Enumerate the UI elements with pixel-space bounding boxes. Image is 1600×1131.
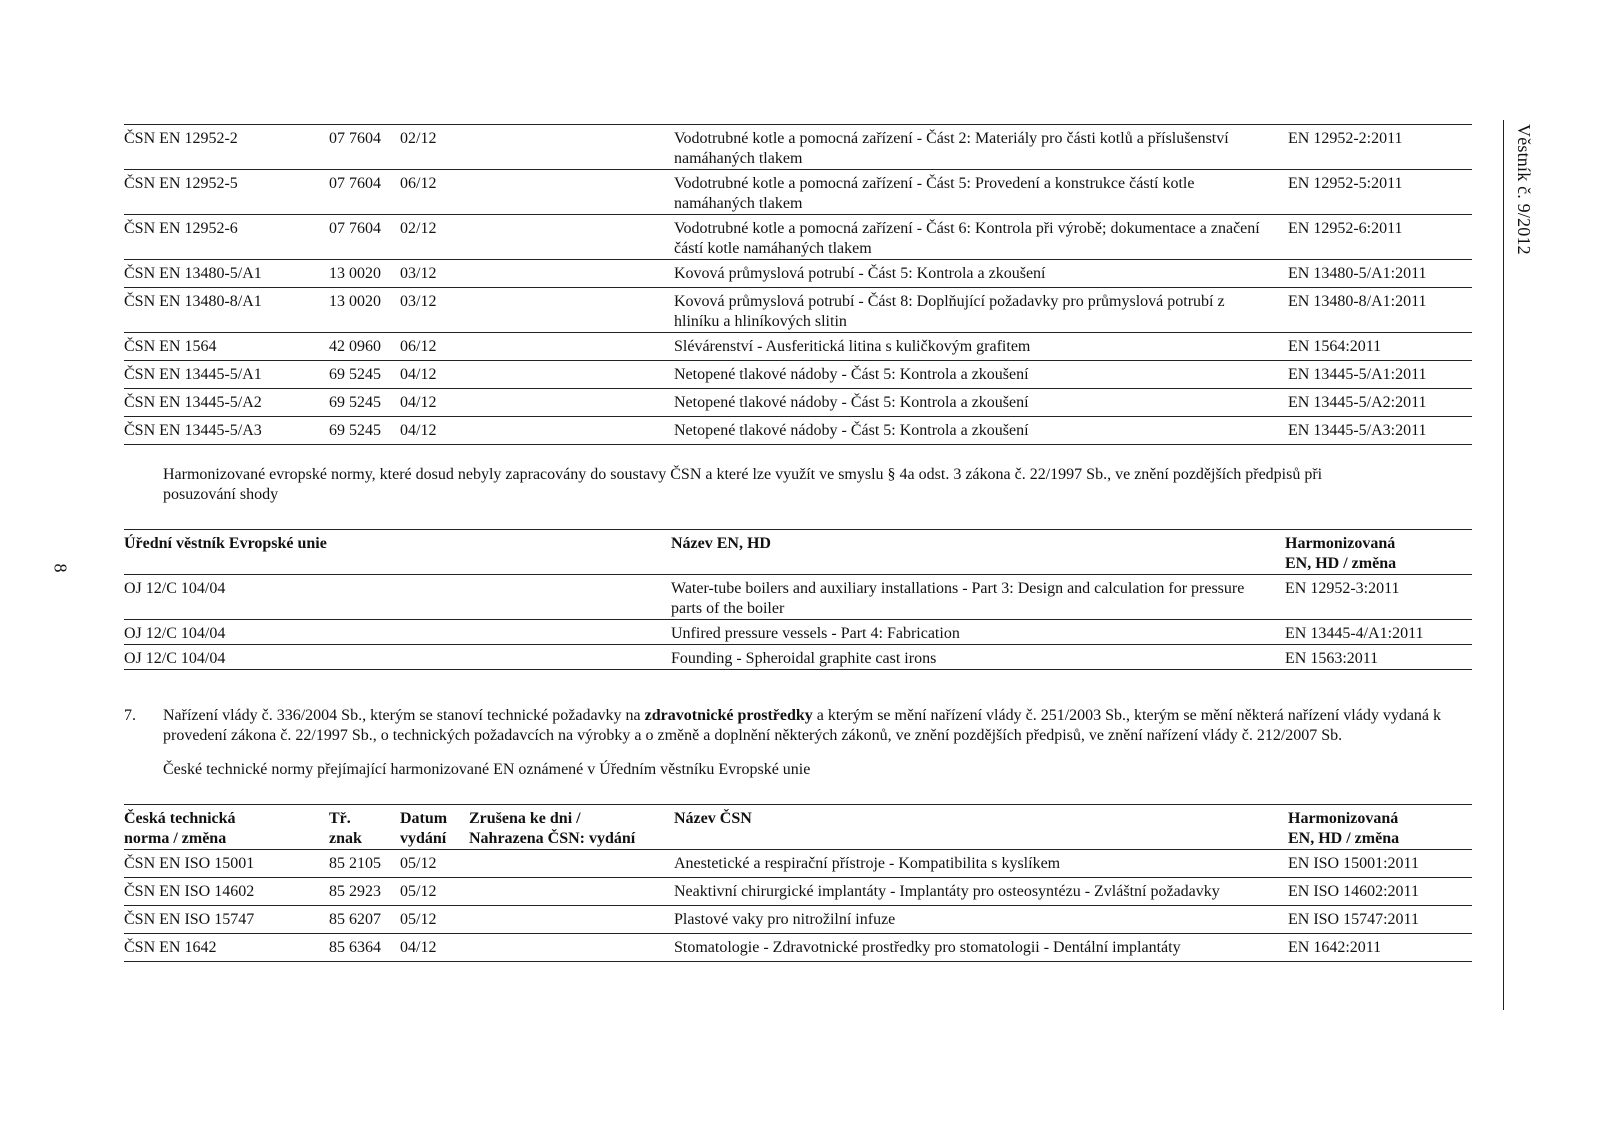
issue-date: 03/12 bbox=[400, 293, 437, 310]
column-header-harmonized bbox=[1285, 534, 1396, 574]
table-row bbox=[124, 620, 1472, 645]
journal-issue-header: Věstník č. 9/2012 bbox=[1514, 124, 1534, 255]
oj-reference: OJ 12/C 104/04 bbox=[124, 625, 226, 642]
issue-date: 05/12 bbox=[400, 855, 437, 872]
column-header-date-line2: vydání bbox=[400, 830, 447, 847]
table-row bbox=[124, 934, 1472, 962]
class-code: 07 7604 bbox=[329, 175, 381, 192]
standard-title: Unfired pressure vessels - Part 4: Fabrication bbox=[671, 625, 960, 642]
class-code: 69 5245 bbox=[329, 394, 381, 411]
column-header-cancelled-line1: Zrušena ke dni / bbox=[469, 810, 581, 827]
oj-reference: OJ 12/C 104/04 bbox=[124, 650, 226, 667]
column-header-norm-line2: norma / změna bbox=[124, 830, 227, 847]
column-header-oj: Úřední věstník Evropské unie bbox=[124, 535, 327, 552]
norm-code: ČSN EN 12952-2 bbox=[124, 130, 238, 147]
standard-title: Vodotrubné kotle a pomocná zařízení - Část 6: Kontrola při výrobě; dokumentace a značení částí kotle namáhaných tlakem bbox=[674, 220, 1260, 257]
harmonized-en: EN ISO 15001:2011 bbox=[1288, 855, 1419, 872]
column-header-harmonized-line1: Harmonizovaná bbox=[1285, 535, 1396, 552]
table-row bbox=[124, 417, 1472, 445]
table-header-row bbox=[124, 530, 1472, 575]
standard-title: Water-tube boilers and auxiliary installations - Part 3: Design and calculation for pressure parts of the boiler bbox=[671, 580, 1245, 617]
column-header-name: Název EN, HD bbox=[671, 535, 771, 552]
section-number: 7. bbox=[124, 707, 136, 724]
column-header-harmonized-line2: EN, HD / změna bbox=[1285, 555, 1397, 572]
issue-date: 05/12 bbox=[400, 883, 437, 900]
harmonized-en: EN 13445-4/A1:2011 bbox=[1285, 625, 1424, 642]
standard-title: Neaktivní chirurgické implantáty - Implantáty pro osteosyntézu - Zvláštní požadavky bbox=[674, 883, 1220, 900]
issue-date: 02/12 bbox=[400, 130, 437, 147]
oj-reference: OJ 12/C 104/04 bbox=[124, 580, 226, 597]
table-row bbox=[124, 575, 1472, 620]
table-header-row bbox=[124, 805, 1472, 850]
regulation-text-end: a kterým se mění nařízení vlády č. 251/2003 Sb., kterým se mění některá nařízení vlády vydaná k provedení zákona č. 22/1997 Sb., o technických požadavcích na výrobky a o změně a doplnění některých zákonů, ve znění pozdějších předpisů, ve znění nařízení vlády č. 212/2007 Sb. bbox=[163, 707, 1442, 744]
table-row bbox=[124, 389, 1472, 417]
standard-title: Kovová průmyslová potrubí - Část 5: Kontrola a zkoušení bbox=[674, 265, 1046, 282]
issue-date: 04/12 bbox=[400, 394, 437, 411]
table-row bbox=[124, 215, 1472, 260]
class-code: 85 2105 bbox=[329, 855, 381, 872]
standard-title: Netopené tlakové nádoby - Část 5: Kontrola a zkoušení bbox=[674, 422, 1029, 439]
harmonized-en: EN 12952-2:2011 bbox=[1288, 130, 1403, 147]
column-header-harmonized-line2: EN, HD / změna bbox=[1288, 830, 1400, 847]
column-header-cancelled bbox=[469, 809, 635, 849]
column-header-harmonized bbox=[1288, 809, 1399, 849]
class-code: 85 6207 bbox=[329, 911, 381, 928]
column-header-class bbox=[329, 809, 362, 849]
harmonized-en: EN 1564:2011 bbox=[1288, 338, 1382, 355]
column-header-name: Název ČSN bbox=[674, 810, 752, 827]
table-row bbox=[124, 878, 1472, 906]
class-code: 85 2923 bbox=[329, 883, 381, 900]
side-rule bbox=[1503, 120, 1504, 1010]
table-row bbox=[124, 361, 1472, 389]
regulation-text-start: Nařízení vlády č. 336/2004 Sb., kterým se stanoví technické požadavky na bbox=[163, 707, 645, 724]
issue-date: 04/12 bbox=[400, 939, 437, 956]
table-row bbox=[124, 260, 1472, 288]
harmonized-en: EN 13445-5/A1:2011 bbox=[1288, 366, 1427, 383]
standard-title: Netopené tlakové nádoby - Část 5: Kontrola a zkoušení bbox=[674, 366, 1029, 383]
norm-code: ČSN EN ISO 15747 bbox=[124, 911, 255, 928]
harmonized-en: EN 12952-6:2011 bbox=[1288, 220, 1403, 237]
table-row bbox=[124, 333, 1472, 361]
issue-date: 06/12 bbox=[400, 338, 437, 355]
standard-title: Vodotrubné kotle a pomocná zařízení - Část 2: Materiály pro části kotlů a příslušenství namáhaných tlakem bbox=[674, 130, 1229, 167]
issue-date: 06/12 bbox=[400, 175, 437, 192]
standards-table-1 bbox=[124, 124, 1472, 445]
standard-title: Anestetické a respirační přístroje - Kompatibilita s kyslíkem bbox=[674, 855, 1061, 872]
table-row bbox=[124, 125, 1472, 170]
harmonized-en: EN 13445-5/A2:2011 bbox=[1288, 394, 1427, 411]
harmonized-standards-intro: Harmonizované evropské normy, které dosud nebyly zapracovány do soustavy ČSN a které lze využít ve smyslu § 4a odst. 3 zákona č. 22/1997 Sb., ve znění pozdějších předpisů při posuzování shody bbox=[163, 466, 1323, 503]
class-code: 85 6364 bbox=[329, 939, 381, 956]
harmonized-en: EN 12952-3:2011 bbox=[1285, 580, 1400, 597]
class-code: 13 0020 bbox=[329, 265, 381, 282]
column-header-class-line1: Tř. bbox=[329, 810, 351, 827]
harmonized-en: EN 12952-5:2011 bbox=[1288, 175, 1403, 192]
section-regulation-text bbox=[163, 706, 1475, 746]
regulation-text-emphasis: zdravotnické prostředky bbox=[644, 707, 813, 724]
norm-code: ČSN EN 13445-5/A1 bbox=[124, 366, 262, 383]
norm-code: ČSN EN ISO 15001 bbox=[124, 855, 255, 872]
harmonized-en: EN 13480-8/A1:2011 bbox=[1288, 293, 1427, 310]
issue-date: 03/12 bbox=[400, 265, 437, 282]
table-row bbox=[124, 288, 1472, 333]
column-header-cancelled-line2: Nahrazena ČSN: vydání bbox=[469, 830, 636, 847]
harmonized-en: EN 1642:2011 bbox=[1288, 939, 1382, 956]
harmonized-en: EN ISO 15747:2011 bbox=[1288, 911, 1419, 928]
norm-code: ČSN EN 13445-5/A2 bbox=[124, 394, 262, 411]
standard-title: Stomatologie - Zdravotnické prostředky pro stomatologii - Dentální implantáty bbox=[674, 939, 1181, 956]
class-code: 42 0960 bbox=[329, 338, 381, 355]
table-row bbox=[124, 170, 1472, 215]
norm-code: ČSN EN 13480-5/A1 bbox=[124, 265, 262, 282]
table-row bbox=[124, 645, 1472, 670]
standard-title: Plastové vaky pro nitrožilní infuze bbox=[674, 911, 896, 928]
standard-title: Netopené tlakové nádoby - Část 5: Kontrola a zkoušení bbox=[674, 394, 1029, 411]
table-row bbox=[124, 850, 1472, 878]
norm-code: ČSN EN 12952-5 bbox=[124, 175, 238, 192]
norm-code: ČSN EN 13445-5/A3 bbox=[124, 422, 262, 439]
harmonized-en: EN 1563:2011 bbox=[1285, 650, 1379, 667]
issue-date: 02/12 bbox=[400, 220, 437, 237]
class-code: 07 7604 bbox=[329, 220, 381, 237]
page-number: 8 bbox=[50, 563, 71, 573]
harmonized-en: EN 13445-5/A3:2011 bbox=[1288, 422, 1427, 439]
standard-title: Slévárenství - Ausferitická litina s kuličkovým grafitem bbox=[674, 338, 1031, 355]
harmonized-en: EN 13480-5/A1:2011 bbox=[1288, 265, 1427, 282]
class-code: 13 0020 bbox=[329, 293, 381, 310]
issue-date: 04/12 bbox=[400, 422, 437, 439]
column-header-harmonized-line1: Harmonizovaná bbox=[1288, 810, 1399, 827]
issue-date: 05/12 bbox=[400, 911, 437, 928]
column-header-class-line2: znak bbox=[329, 830, 362, 847]
class-code: 07 7604 bbox=[329, 130, 381, 147]
standard-title: Vodotrubné kotle a pomocná zařízení - Část 5: Provedení a konstrukce částí kotle namáhaných tlakem bbox=[674, 175, 1195, 212]
standard-title: Kovová průmyslová potrubí - Část 8: Doplňující požadavky pro průmyslová potrubí z hliníku a hliníkových slitin bbox=[674, 293, 1225, 330]
column-header-date-line1: Datum bbox=[400, 810, 448, 827]
standard-title: Founding - Spheroidal graphite cast irons bbox=[671, 650, 937, 667]
class-code: 69 5245 bbox=[329, 422, 381, 439]
column-header-date bbox=[400, 809, 447, 849]
norm-code: ČSN EN 1642 bbox=[124, 939, 217, 956]
norm-code: ČSN EN 13480-8/A1 bbox=[124, 293, 262, 310]
table-row bbox=[124, 906, 1472, 934]
standards-table-2 bbox=[124, 804, 1472, 962]
class-code: 69 5245 bbox=[329, 366, 381, 383]
norm-code: ČSN EN 12952-6 bbox=[124, 220, 238, 237]
column-header-norm-line1: Česká technická bbox=[124, 810, 236, 827]
issue-date: 04/12 bbox=[400, 366, 437, 383]
harmonized-en: EN ISO 14602:2011 bbox=[1288, 883, 1419, 900]
column-header-norm bbox=[124, 809, 236, 849]
section-subheading: České technické normy přejímající harmonizované EN oznámené v Úředním věstníku Evropské unie bbox=[163, 761, 811, 778]
norm-code: ČSN EN ISO 14602 bbox=[124, 883, 255, 900]
norm-code: ČSN EN 1564 bbox=[124, 338, 217, 355]
official-journal-table bbox=[124, 529, 1472, 670]
